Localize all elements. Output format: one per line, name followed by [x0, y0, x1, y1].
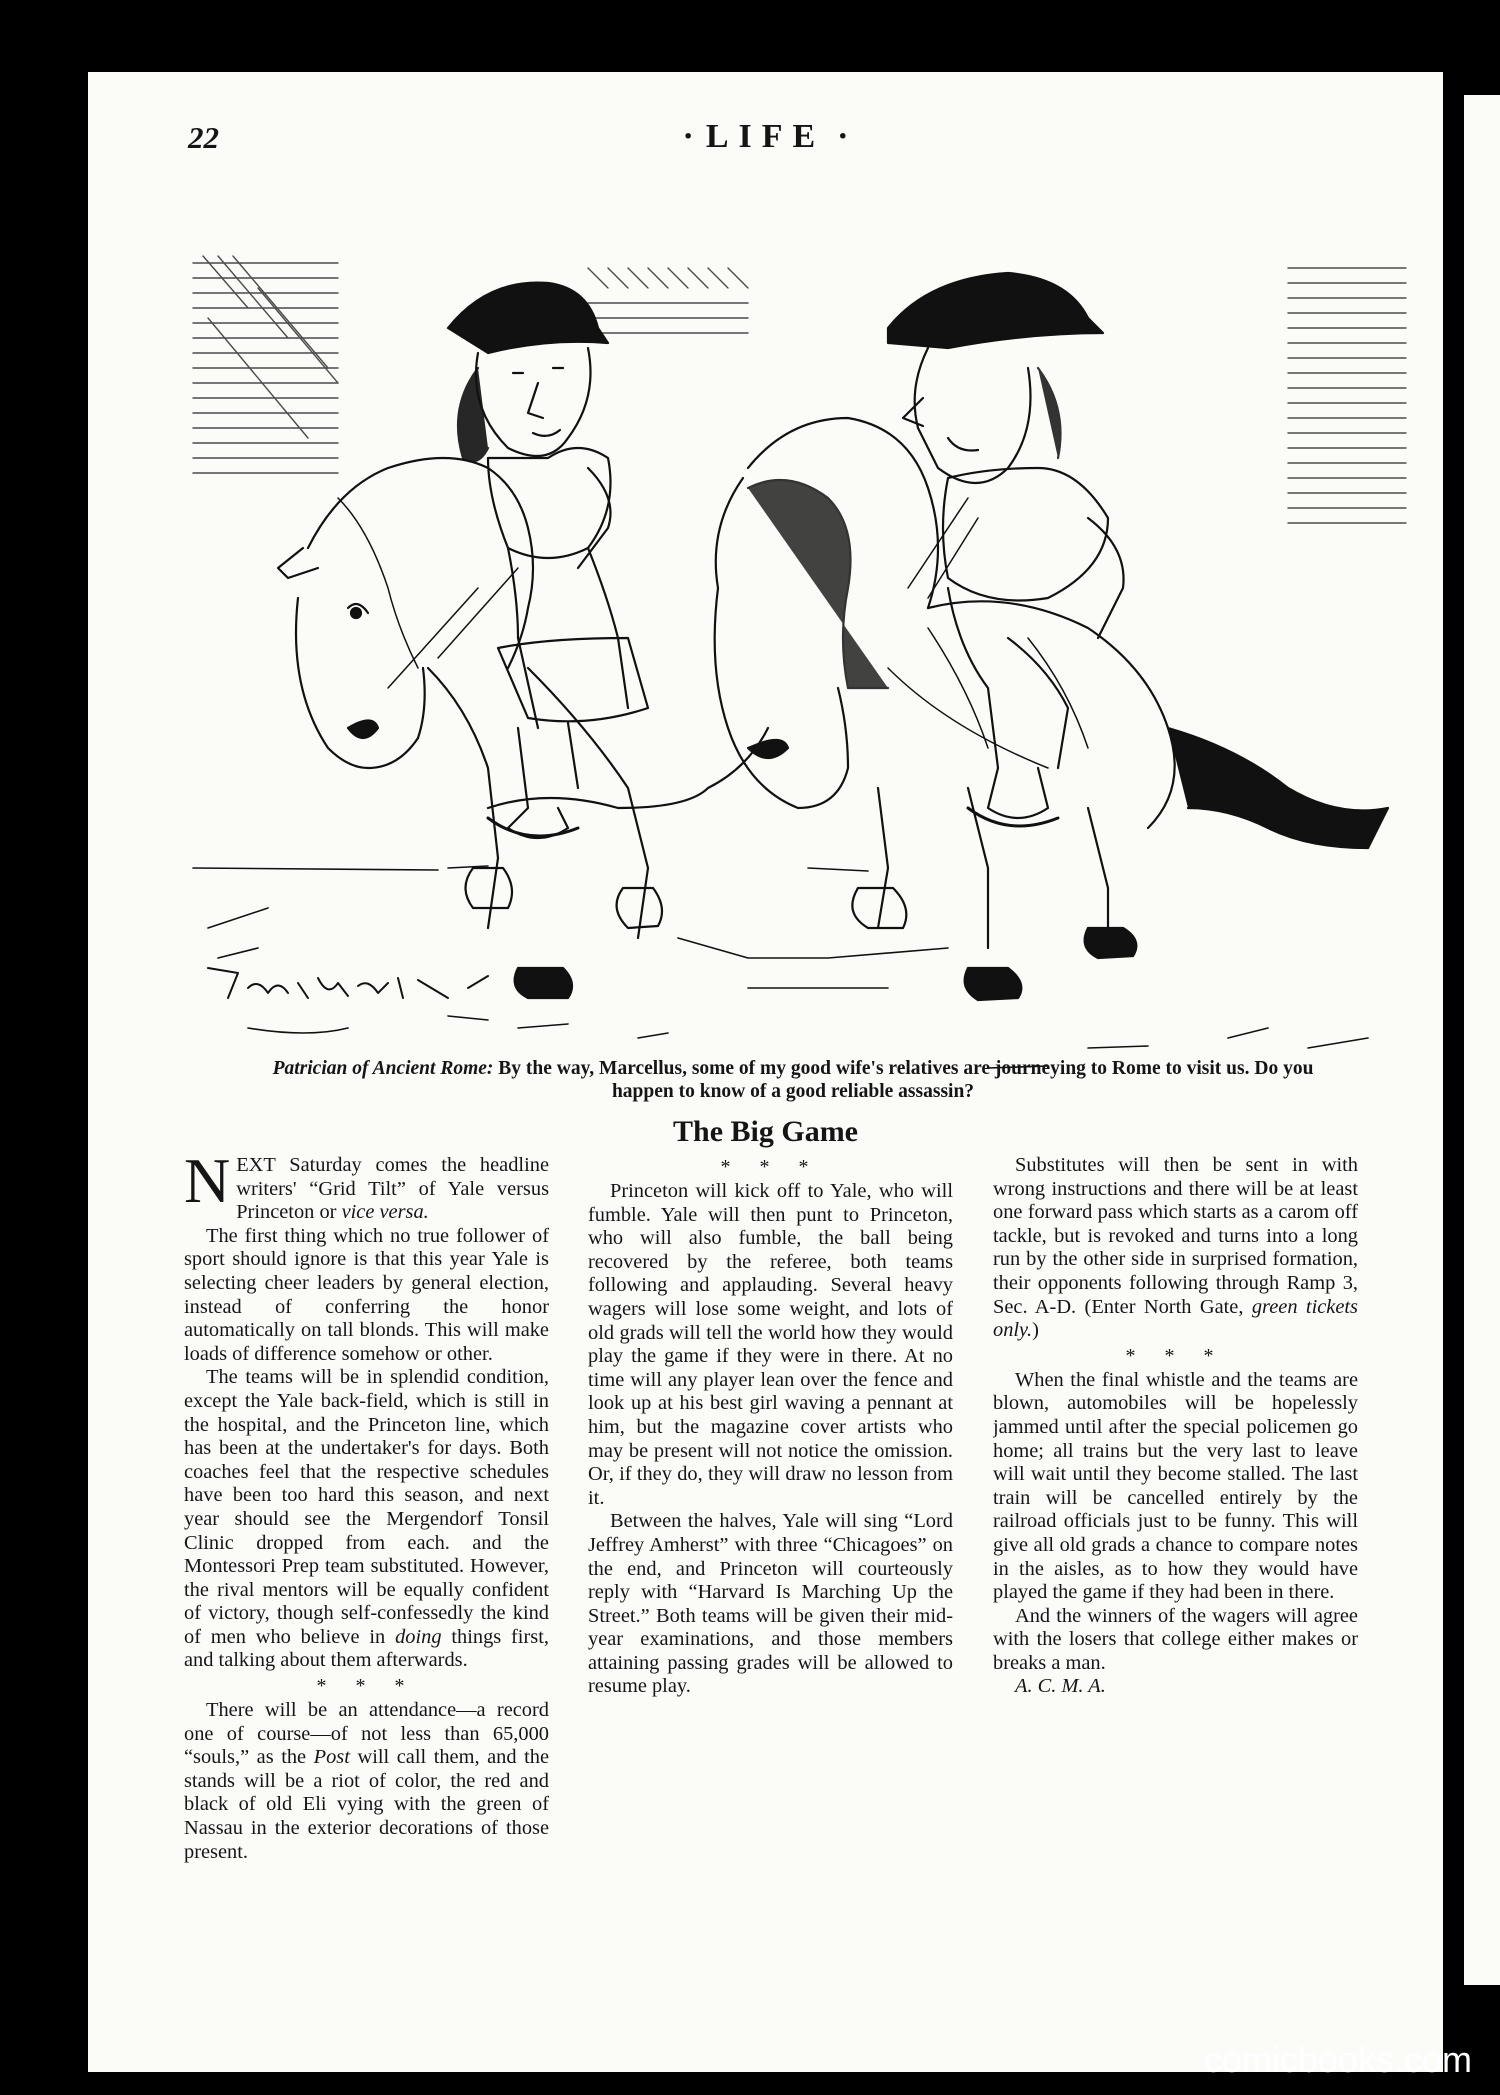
- cartoon-illustration: [188, 168, 1443, 1128]
- article-title: The Big Game: [673, 1115, 858, 1148]
- article-column-2: [588, 1154, 953, 2014]
- paragraph-text: There will be an attendance—a record one of course—of not less than 65,000 “souls,” as the: [184, 1699, 549, 1769]
- article-paragraph: And the winners of the wagers will agree with the losers that college either makes or breaks a man.: [993, 1604, 1358, 1674]
- article-paragraph: [184, 1154, 549, 1225]
- article-paragraph: The first thing which no true follower of sport should ignore is that this year Yale is selecting cheer leaders by general election, instead of conferring the honor automatically on tall blonds. This will make loads of difference somehow or other.: [184, 1224, 549, 1365]
- author-signature: A. C. M. A.: [1015, 1675, 1106, 1698]
- magazine-page: [88, 72, 1443, 2072]
- paragraph-italic-text: green tickets only.: [993, 1295, 1358, 1342]
- article-paragraph: Between the halves, Yale will sing “Lord Jeffrey Amherst” with three “Chicagoes” on the end, and Princeton will courteously reply with “Harvard Is Marching Up the Street.” Both teams will be given their mid-year examinations, and those members attaining passing grades will be allowed to resume play.: [588, 1510, 953, 1698]
- magazine-title: LIFE: [705, 118, 826, 155]
- paragraph-text: things first, and talking about them afterwards.: [184, 1625, 549, 1672]
- adjacent-page-edge: [1464, 95, 1500, 1985]
- drop-cap: N: [184, 1154, 231, 1216]
- article-paragraph: [184, 1699, 549, 1864]
- article-paragraph: Princeton will kick off to Yale, who will fumble. Yale will then punt to Princeton, who will also fumble, the ball being recovered by the referee, both teams following and applauding. Several heavy wagers will lose some weight, and lots of old grads will tell the world how they would play the game if they were in there. At no time will any player lean over the fence and look up at his best girl waving a pennant at him, but the magazine cover artists who may be present will not notice the omission. Or, if they do, they will draw no lesson from it.: [588, 1180, 953, 1509]
- page-number: 22: [188, 120, 219, 155]
- paragraph-text: The teams will be in splendid condition, except the Yale back-field, which is still in the hospital, and the Princeton line, which has been at the undertaker's for days. Both coaches feel that the respective schedules have been too hard this season, and next year should see the Mergendorf Tonsil Clinic dropped from each. and the Montessori Prep team substituted. However, the rival mentors will be equally confident of victory, though self-confessedly the kind of men who believe in: [184, 1366, 549, 1648]
- magazine-masthead: · LIFE ·: [682, 118, 849, 155]
- paragraph-text: EXT Saturday comes the headline writers' “Grid Tilt” of Yale versus Princeton or: [236, 1154, 549, 1224]
- left-rider: [448, 283, 648, 838]
- article-paragraph: [184, 1366, 549, 1673]
- article-column-3: [993, 1154, 1358, 2014]
- ground-lines: [193, 866, 1368, 1068]
- paragraph-text: Substitutes will then be sent in with wrong instructions and there will be at least one forward pass which starts as a carom off tackle, but is revoked and turns into a long run by the other side in surprised formation, their opponents following through Ramp 3, Sec. A-D. (Enter North Gate,: [993, 1154, 1358, 1318]
- paragraph-text: will call them, and the stands will be a riot of color, the red and black of old Eli vying with the green of Nassau in the exterior decorations of those present.: [184, 1746, 549, 1863]
- article-paragraph: [993, 1154, 1358, 1343]
- section-separator: * * *: [316, 1675, 417, 1698]
- cartoon-caption: [253, 1057, 1333, 1103]
- paragraph-italic-text: doing: [395, 1625, 442, 1648]
- left-horse: [278, 458, 768, 998]
- paragraph-text: ): [1032, 1319, 1039, 1342]
- article-paragraph: When the final whistle and the teams are blown, automobiles will be hopelessly jammed until after the special policemen go home; all trains but the very last to leave will wait until they become stalled. The last train will be cancelled entirely by the railroad officials just to be funny. This will give all old grads a chance to compare notes in the aisles, as to how they would have played the game if they had been in there.: [993, 1368, 1358, 1604]
- article-column-1: [184, 1154, 549, 2014]
- right-horse: [715, 418, 1388, 1000]
- site-watermark: comicbooks.com: [1203, 2039, 1472, 2080]
- caption-speaker: Patrician of Ancient Rome:: [272, 1058, 494, 1079]
- paragraph-italic-text: Post: [313, 1746, 350, 1769]
- artist-signature: [208, 968, 488, 998]
- section-separator: * * *: [720, 1156, 821, 1178]
- caption-text: By the way, Marcellus, some of my good wife's relatives are journeying to Rome to visit us. Do you happen to know of a good reliable assassin?: [498, 1058, 1314, 1102]
- paragraph-italic-text: vice versa.: [341, 1201, 429, 1224]
- section-separator: * * *: [1125, 1344, 1226, 1367]
- right-rider: [888, 273, 1124, 826]
